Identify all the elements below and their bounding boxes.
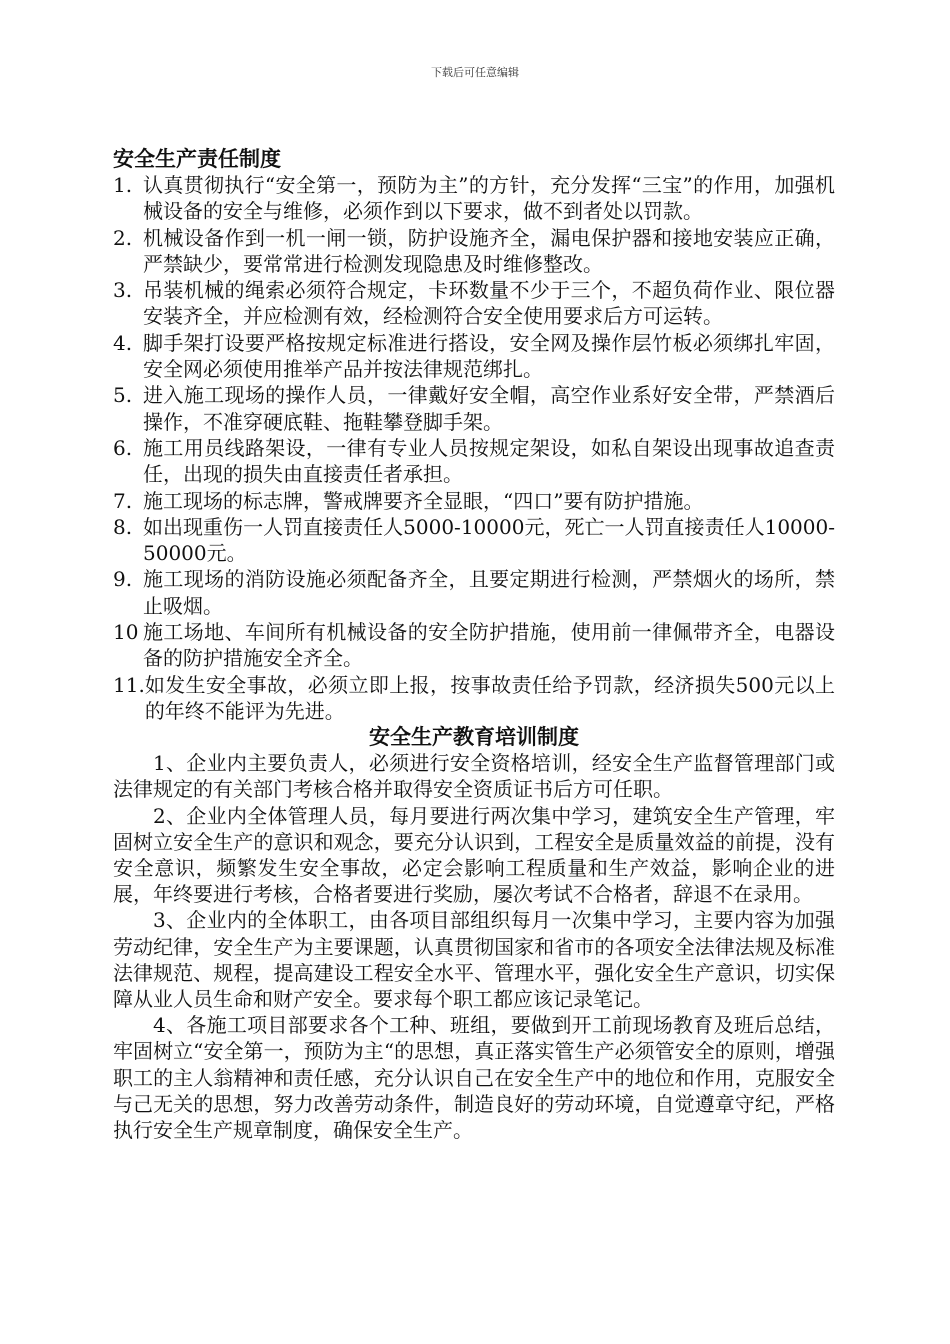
list-item <box>113 382 835 435</box>
list-item-number: 2. <box>113 225 133 250</box>
list-item <box>113 566 835 619</box>
list-item <box>113 672 835 725</box>
list-item-number: 10 <box>113 620 139 645</box>
list-item-number: 11. <box>113 672 145 697</box>
list-item-number: 5. <box>113 383 133 408</box>
list-item-text: 进入施工现场的操作人员，一律戴好安全帽，高空作业系好安全带，严禁酒后操作，不准穿硬底鞋、拖鞋攀登脚手架。 <box>143 383 835 434</box>
list-item-text: 施工现场的标志牌，警戒牌要齐全显眼，“四口”要有防护措施。 <box>143 488 704 513</box>
list-item-text: 如发生安全事故，必须立即上报，按事故责任给予罚款，经济损失500元以上的年终不能评为先进。 <box>144 672 835 723</box>
document-body <box>113 146 835 1143</box>
list-item-number: 3. <box>113 278 133 303</box>
list-item-text: 机械设备作到一机一闸一锁，防护设施齐全，漏电保护器和接地安装应正确，严禁缺少，要常常进行检测发现隐患及时维修整改。 <box>143 225 835 276</box>
list-item-number: 7. <box>113 488 133 513</box>
training-paragraph: 2、企业内全体管理人员，每月要进行两次集中学习，建筑安全生产管理，牢固树立安全生产的意识和观念，要充分认识到，工程安全是质量效益的前提，没有安全意识，频繁发生安全事故，必定会影响工程质量和生产效益，影响企业的进展，年终要进行考核，合格者要进行奖励，屡次考试不合格者，辞退不在录用。 <box>113 803 835 907</box>
list-item-number: 4. <box>113 330 133 355</box>
list-item-text: 脚手架打设要严格按规定标准进行搭设，安全网及操作层竹板必须绑扎牢固，安全网必须使用推举产品并按法律规范绑扎。 <box>143 330 835 382</box>
list-item-text: 如出现重伤一人罚直接责任人5000-10000元，死亡一人罚直接责任人10000-50000元。 <box>143 514 835 566</box>
list-item-text: 吊装机械的绳索必须符合规定，卡环数量不少于三个，不超负荷作业、限位器安装齐全，并应检测有效，经检测符合安全使用要求后方可运转。 <box>143 278 835 329</box>
section-title-training: 安全生产教育培训制度 <box>369 724 579 750</box>
list-item-number: 1. <box>113 173 133 197</box>
responsibility-list <box>113 172 835 724</box>
list-item-number: 6. <box>113 435 133 460</box>
list-item-text: 认真贯彻执行“安全第一，预防为主”的方针，充分发挥“三宝”的作用，加强机械设备的安全与维修，必须作到以下要求，做不到者处以罚款。 <box>143 173 835 224</box>
list-item <box>113 277 835 330</box>
list-item <box>113 435 835 488</box>
list-item-number: 9. <box>113 567 133 592</box>
list-item-text: 施工场地、车间所有机械设备的安全防护措施，使用前一律佩带齐全，电器设备的防护措施安全齐全。 <box>143 620 835 671</box>
training-paragraph: 1、企业内主要负责人，必须进行安全资格培训，经安全生产监督管理部门或法律规定的有关部门考核合格并取得安全资质证书后方可任职。 <box>113 751 835 802</box>
list-item-number: 8. <box>113 514 133 539</box>
list-item <box>113 514 835 567</box>
training-paragraph: 3、企业内的全体职工，由各项目部组织每月一次集中学习，主要内容为加强劳动纪律，安全生产为主要课题，认真贯彻国家和省市的各项安全法律法规及标准法律规范、规程，提高建设工程安全水平、管理水平，强化安全生产意识，切实保障从业人员生命和财产安全。要求每个职工都应该记录笔记。 <box>113 908 835 1012</box>
list-item <box>113 225 835 278</box>
section-title-responsibility: 安全生产责任制度 <box>113 146 281 171</box>
list-item <box>113 330 835 383</box>
list-item <box>113 488 835 514</box>
header-note: 下载后可任意编辑 <box>431 66 519 79</box>
list-item <box>113 172 835 225</box>
list-item-text: 施工现场的消防设施必须配备齐全，且要定期进行检测，严禁烟火的场所，禁止吸烟。 <box>143 567 835 618</box>
list-item-text: 施工用员线路架设，一律有专业人员按规定架设，如私自架设出现事故追查责任，出现的损失由直接责任者承担。 <box>143 435 835 487</box>
list-item <box>113 619 835 672</box>
training-paragraph: 4、各施工项目部要求各个工种、班组，要做到开工前现场教育及班后总结，牢固树立“安全第一，预防为主“的思想，真正落实管生产必须管安全的原则，增强职工的主人翁精神和责任感，充分认识自己在安全生产中的地位和作用，克服安全与己无关的思想，努力改善劳动条件，制造良好的劳动环境，自觉遵章守纪，严格执行安全生产规章制度，确保安全生产。 <box>113 1013 835 1143</box>
